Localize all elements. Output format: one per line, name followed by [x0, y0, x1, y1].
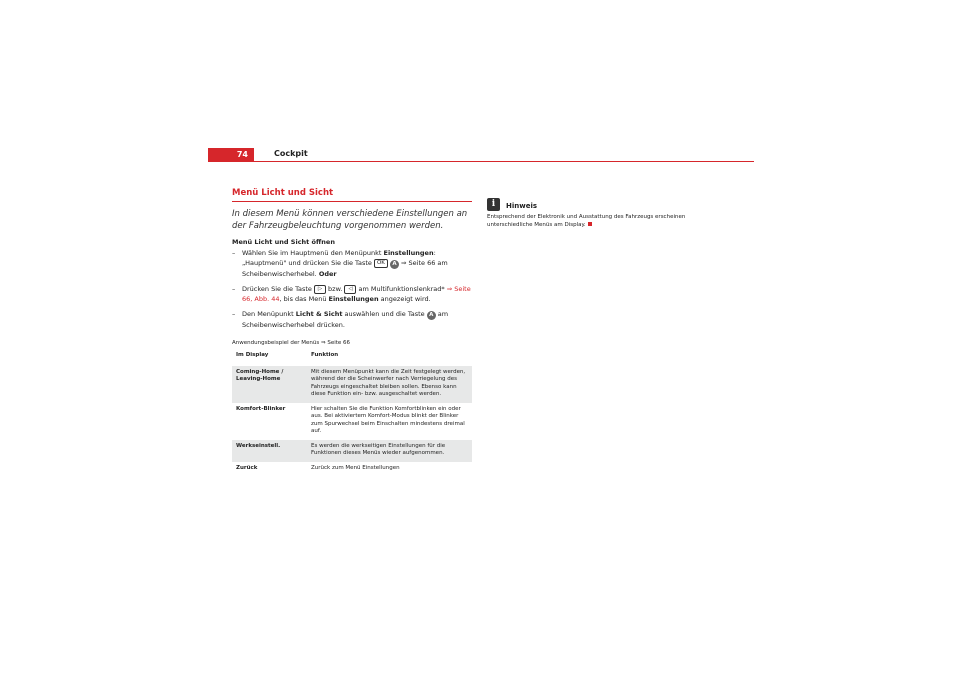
page-number-badge: [208, 148, 254, 162]
table-cell-function: Mit diesem Menüpunkt kann die Zeit festgelegt werden, während der die Scheinwerfer nach Verriegelung des Fahrzeugs eingeschaltet bleiben sollen. Ebenso kann diese Funktion ein- bzw. ausgeschaltet werden.: [307, 366, 472, 403]
table-cell-function: Es werden die werkseitigen Einstellungen für die Funktionen dieses Menüs wieder aufgenommen.: [307, 440, 472, 462]
step-emphasis: Einstellungen: [328, 295, 379, 303]
note-header: [487, 191, 727, 211]
ok-key-icon: OK: [374, 259, 388, 268]
step-emphasis: Einstellungen: [383, 249, 434, 257]
note-text: [487, 213, 727, 229]
step-text: Den Menüpunkt: [242, 310, 296, 318]
note-title: Hinweis: [506, 202, 538, 210]
table-caption: Anwendungsbeispiel der Menüs ⇒ Seite 66: [232, 340, 351, 346]
next-key-icon: ▷: [314, 285, 326, 294]
table-cell-display: Coming-Home / Leaving-Home: [232, 366, 307, 403]
table-header-display: Im Display: [236, 352, 269, 358]
table-cell-display: Komfort-Blinker: [236, 405, 286, 412]
step-emphasis: Licht & Sicht: [295, 310, 343, 318]
step-text: Wählen Sie im Hauptmenü den Menüpunkt: [242, 249, 384, 257]
running-head: Cockpit: [274, 149, 308, 158]
step-dash: –: [232, 310, 236, 318]
step-text: angezeigt wird.: [378, 295, 431, 303]
step-3: [232, 309, 472, 330]
table-cell-display: Zurück: [236, 464, 258, 471]
page-number: 74: [236, 150, 248, 159]
sub-heading: Menü Licht und Sicht öffnen: [232, 238, 335, 246]
table-cell-display: Werkseinstell.: [232, 440, 307, 462]
step-dash: –: [232, 249, 236, 257]
a-key-icon: A: [427, 311, 436, 320]
table-row: [232, 366, 472, 403]
table-header-function: Funktion: [311, 352, 339, 358]
step-text: ⇒ Seite 66 am Scheibenwischerhebel.: [242, 259, 448, 278]
table-header-row: [232, 352, 472, 366]
prev-key-icon: ◁: [344, 285, 356, 294]
function-table: [232, 352, 472, 476]
step-list: [232, 248, 472, 330]
table-cell-function: Hier schalten Sie die Funktion Komfortblinken ein oder aus. Bei aktiviertem Komfort-Modus blinkt der Blinker zum Spurwechsel beim Einschalten mindestens dreimal auf.: [311, 405, 465, 434]
end-mark-icon: [588, 222, 592, 226]
step-text: Drücken Sie die Taste: [242, 285, 314, 293]
a-key-icon: A: [390, 260, 399, 269]
step-text: bzw.: [325, 285, 345, 293]
table-cell-function: Zurück zum Menü Einstellungen: [311, 464, 400, 471]
info-icon: i: [487, 198, 500, 211]
step-dash: –: [232, 285, 236, 293]
page-cross-reference-link[interactable]: ⇒ Seite 66, Abb. 44: [242, 285, 471, 303]
section-title: Menü Licht und Sicht: [232, 188, 472, 202]
step-text: am Scheibenwischerhebel drücken.: [242, 310, 449, 329]
header-rule: [208, 161, 754, 162]
note-body: Entsprechend der Elektronik und Ausstattung des Fahrzeugs erscheinen unterschiedliche Menüs am Display.: [487, 214, 686, 228]
table-row: [232, 462, 472, 477]
left-column: [232, 188, 472, 476]
step-2: [232, 284, 472, 304]
step-text: auswählen und die Taste: [342, 310, 427, 318]
step-1: [232, 248, 472, 279]
section-intro: In diesem Menü können verschiedene Einstellungen an der Fahrzeugbeleuchtung vorgenommen werden.: [232, 209, 468, 231]
table-row: [232, 403, 472, 440]
step-text: : „Hauptmenü" und drücken Sie die Taste: [242, 249, 436, 267]
step-text: , bis das Menü: [279, 295, 329, 303]
table-row: [232, 440, 472, 462]
step-text: am Multifunktionslenkrad*: [356, 285, 447, 293]
step-emphasis: Oder: [318, 270, 337, 278]
right-column: [487, 191, 727, 229]
